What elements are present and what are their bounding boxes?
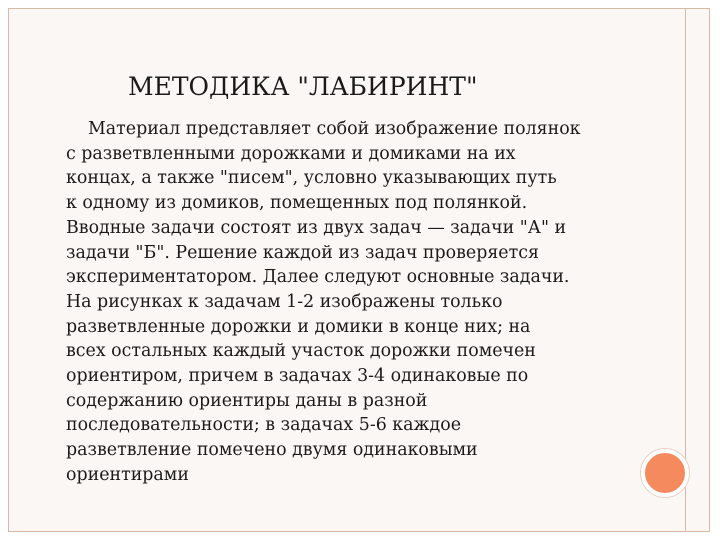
body-line: Материал представляет собой изображение полянок bbox=[88, 119, 581, 139]
body-line: задачи "Б". Решение каждой из задач проверяется bbox=[66, 242, 539, 263]
body-line: разветвление помечено двумя одинаковыми bbox=[66, 440, 478, 461]
body-line: ориентирами bbox=[66, 464, 189, 485]
body-line: концах, а также "писем", условно указывающих путь bbox=[66, 168, 557, 189]
slide-body bbox=[66, 117, 646, 488]
body-line: Вводные задачи состоят из двух задач — задачи "А" и bbox=[66, 217, 567, 238]
body-line: с разветвленными дорожками и домиками на их bbox=[66, 143, 516, 164]
body-line: всех остальных каждый участок дорожки помечен bbox=[66, 341, 536, 362]
body-line: последовательности; в задачах 5-6 каждое bbox=[66, 415, 461, 436]
body-line: к одному из домиков, помещенных под полянкой. bbox=[66, 193, 528, 214]
slide-title: МЕТОДИКА "ЛАБИРИНТ" bbox=[128, 72, 478, 101]
body-line: разветвленные дорожки и домики в конце них; на bbox=[66, 316, 531, 337]
frame-edge-line bbox=[685, 8, 686, 532]
body-line: ориентиром, причем в задачах 3-4 одинаковые по bbox=[66, 366, 529, 387]
body-line: содержанию ориентиры даны в разной bbox=[66, 390, 428, 411]
body-line: На рисунках к задачам 1-2 изображены только bbox=[66, 291, 503, 312]
body-line: экспериментатором. Далее следуют основные задачи. bbox=[66, 267, 570, 288]
decorative-circle-icon bbox=[641, 449, 689, 497]
